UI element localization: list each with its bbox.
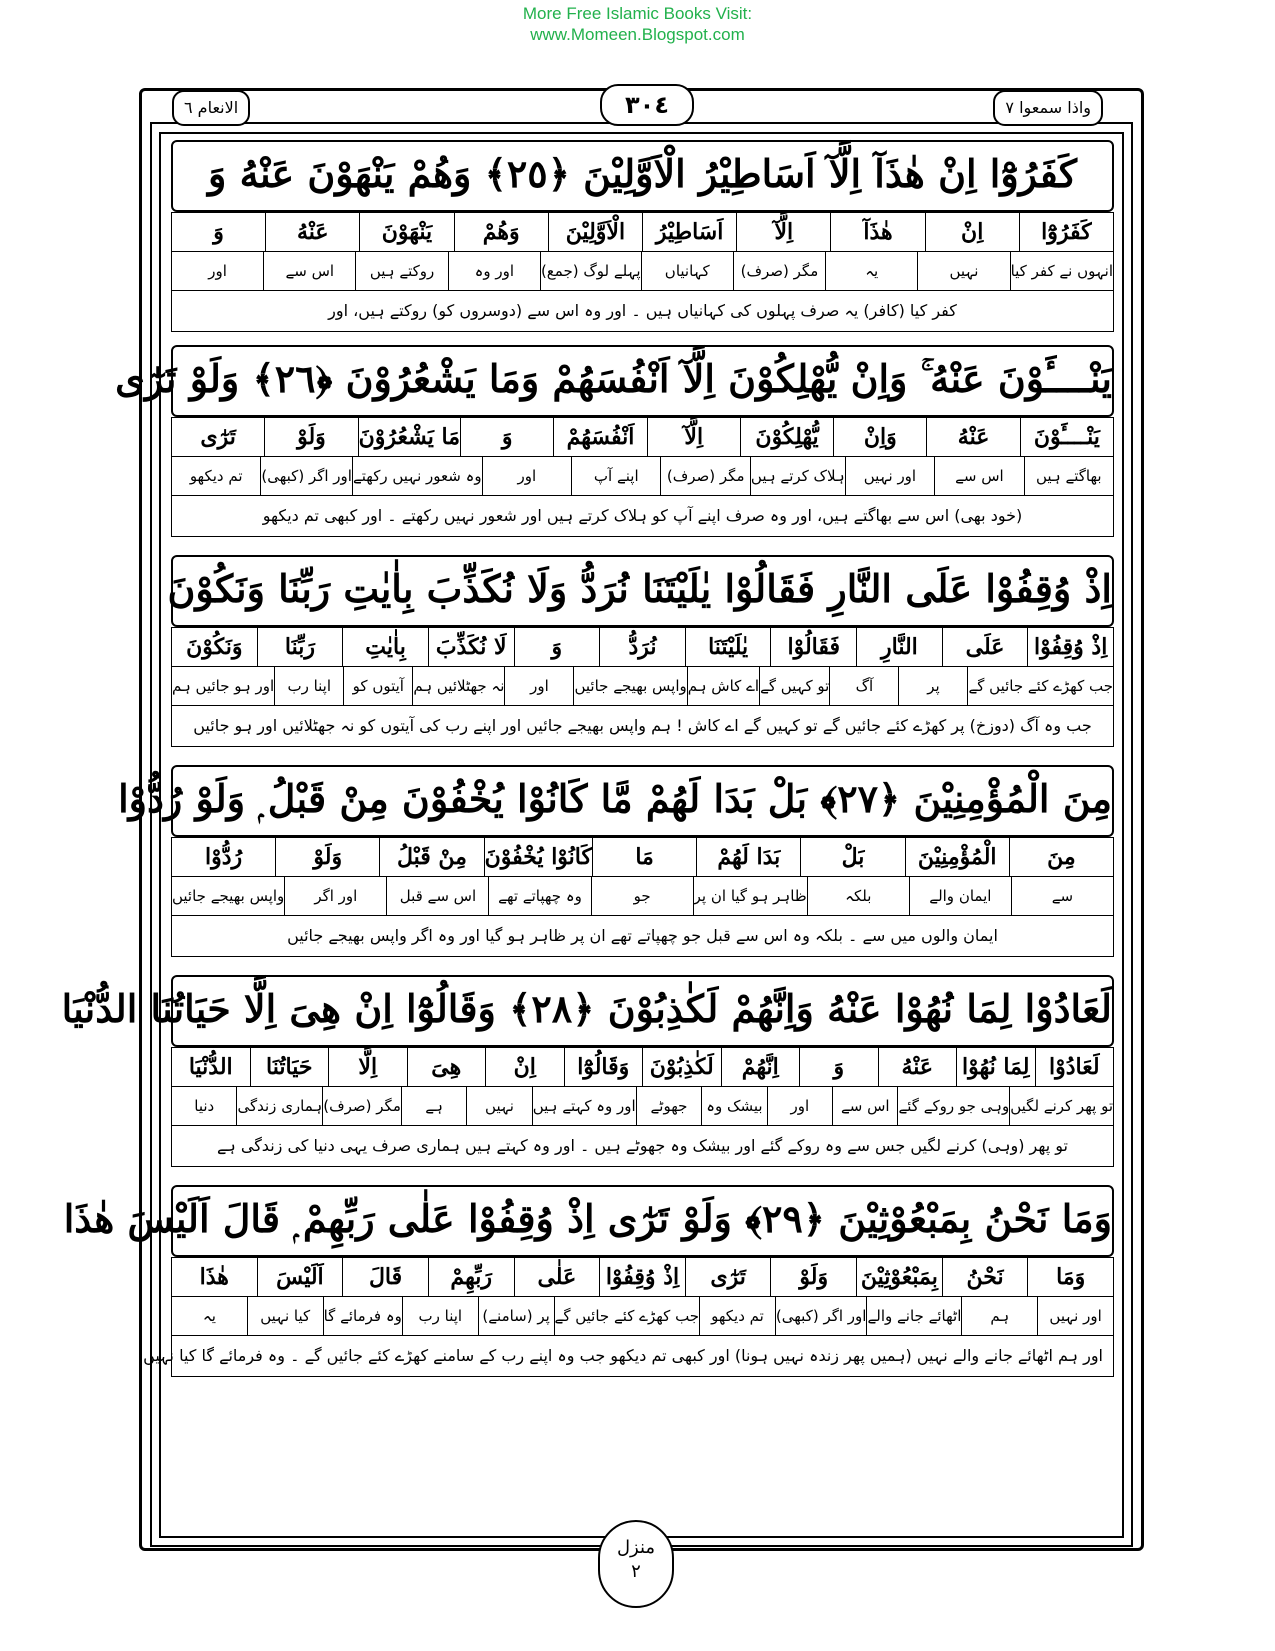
word-meaning: ہم [961,1297,1037,1335]
word-meaning: سے [1011,877,1113,915]
word-meaning: اور نہیں [845,457,934,495]
meaning-row [171,1297,1114,1336]
verse-block [167,555,1114,747]
arabic-word: اَسَاطِيْرُ [642,213,736,251]
arabic-word: بِاٰيٰتِ [342,628,428,666]
word-meaning: اس سے [934,457,1023,495]
arabic-word: عَلَى [942,628,1028,666]
arabic-word: كَانُوْا يُخْفُوْنَ [484,838,592,876]
arabic-word: نُرَدُّ [599,628,685,666]
arabic-word: عَلٰى [514,1258,600,1296]
arabic-word: وَ [514,628,600,666]
word-meaning: نہ جھٹلائیں ہم [412,667,504,705]
word-meaning: بھاگتے ہیں [1024,457,1113,495]
word-meaning: بلکہ [807,877,909,915]
arabic-word: وَ [799,1048,878,1086]
arabic-word: يُّهْلِكُوْنَ [740,418,833,456]
arabic-word: هٰذَآ [830,213,924,251]
word-meaning: پہلے لوگ (جمع) [540,252,641,290]
arabic-word: لَكٰذِبُوْنَ [642,1048,721,1086]
arabic-verse: وَمَا نَحْنُ بِمَبْعُوْثِيْنَ ﴿٢٩﴾ وَلَوْ تَرٰٓى اِذْ وُقِفُوْا عَلٰى رَبِّهِمْ ۭ قَالَ اَلَيْسَ هٰذَا [171,1185,1114,1257]
arabic-word: اِلَّآ [647,418,740,456]
arabic-word: وَ [213,219,224,245]
word-meaning: تو کہیں گے [759,667,829,705]
word-meaning: نہیں [466,1087,531,1125]
arabic-word: هٰذَا [199,1264,229,1290]
manzil-number: ٢ [631,1561,641,1582]
word-meaning: آگ [829,667,898,705]
word-meaning: اور [482,457,571,495]
arabic-word: اِنْ [485,1048,564,1086]
word-meaning: ہے [401,1087,466,1125]
arabic-word: اِنْ [925,213,1019,251]
urdu-translation: ایمان والوں میں سے ۔ بلکہ وہ اس سے قبل جو چھپاتے تھے ان پر ظاہر ہو گیا اور وہ اگر واپس بھیجے جائیں [171,916,1114,957]
arabic-word: وَاِنْ [833,418,926,456]
urdu-translation: تو پھر (وہی) کرنے لگیں جس سے وہ روکے گئے اور بیشک وہ جھوٹے ہیں ۔ اور وہ کہتے ہیں ہماری صرف یہی دنیا کی زندگی ہے [171,1126,1114,1167]
word-meaning: تو پھر کرنے لگیں [1009,1087,1113,1125]
word-row [171,837,1114,877]
word-meaning: بیشک وہ [701,1087,766,1125]
arabic-word: اِذْ وُقِفُوْا [1027,628,1113,666]
arabic-verse: مِنَ الْمُؤْمِنِيْنَ ﴿٢٧﴾ بَلْ بَدَا لَهُمْ مَّا كَانُوْا يُخْفُوْنَ مِنْ قَبْلُ ۭ وَلَوْ رُدُّوْا [171,765,1114,837]
meaning-row [171,252,1114,291]
surah-name-label: الانعام ٦ [172,90,250,126]
word-meaning: اور ہو جائیں ہم [171,677,275,695]
promo-link[interactable]: www.Momeen.Blogspot.com [530,25,745,44]
para-name-label: واذا سمعوا ٧ [993,90,1103,126]
arabic-verse: يَنْــــَٔوْنَ عَنْهُ ۚ وَاِنْ يُّهْلِكُوْنَ اِلَّآ اَنْفُسَهُمْ وَمَا يَشْعُرُوْنَ ﴿٢٦﴾ وَلَوْ تَرٰٓى [171,345,1114,417]
arabic-word: مَا يَشْعُرُوْنَ [358,418,460,456]
arabic-word: الْاَوَّلِيْنَ [548,213,642,251]
word-meaning: اس سے قبل [386,877,488,915]
meaning-row [171,1087,1114,1126]
arabic-word: يَنْــــَٔوْنَ [1020,418,1113,456]
arabic-word: رَبِّنَا [257,628,343,666]
word-meaning: اپنے آپ [571,457,660,495]
arabic-word: عَنْهُ [878,1048,957,1086]
word-row [171,212,1114,252]
word-meaning: یہ [202,1307,216,1325]
arabic-word: حَيَاتُنَا [250,1048,329,1086]
word-meaning: کیا نہیں [247,1297,323,1335]
promo-line-1: More Free Islamic Books Visit: [522,4,753,23]
word-meaning: وہ شعور نہیں رکھتے [352,457,482,495]
word-meaning: واپس بھیجے جائیں [171,887,285,905]
arabic-word: الْمُؤْمِنِيْنَ [905,838,1009,876]
word-meaning: روکتے ہیں [355,252,447,290]
word-meaning: وہی جو روکے گئے [897,1087,1009,1125]
word-row [171,1047,1114,1087]
verse-block [61,975,1114,1167]
word-meaning: اور اگر [284,877,386,915]
word-meaning: دنیا [194,1097,215,1115]
arabic-word: لَعَادُوْا [1035,1048,1114,1086]
word-meaning: تم دیکھو [699,1297,775,1335]
word-meaning: آیتوں کو [343,667,412,705]
arabic-word: لِمَا نُهُوْا [956,1048,1035,1086]
arabic-word: نَحْنُ [942,1258,1028,1296]
urdu-translation: جب وہ آگ (دوزخ) پر کھڑے کئے جائیں گے تو کہیں گے اے کاش ! ہم واپس بھیجے جائیں اور اپنے رب کی آیتوں کو نہ جھٹلائیں اور ہو جائیں [171,706,1114,747]
verse-block [118,765,1114,957]
word-meaning: اور [504,667,573,705]
arabic-word: تَرٰٓى [685,1258,771,1296]
word-meaning: اور اگر (کبھی) [260,457,352,495]
arabic-word: اِذْ وُقِفُوْا [599,1258,685,1296]
word-row [171,1257,1114,1297]
word-meaning: جو [591,877,693,915]
arabic-verse: اِذْ وُقِفُوْا عَلَى النَّارِ فَقَالُوْا يٰلَيْتَنَا نُرَدُّ وَلَا نُكَذِّبَ بِاٰيٰتِ رَبِّنَا وَنَكُوْنَ [171,555,1114,627]
word-meaning: اور اگر (کبھی) [775,1297,867,1335]
word-meaning: ظاہر ہو گیا ان پر [693,877,807,915]
manzil-badge [598,1520,674,1608]
word-meaning: اے کاش ہم [687,667,759,705]
word-meaning: جب کھڑے کئے جائیں گے [967,667,1113,705]
word-meaning: اس سے [263,252,355,290]
verse-block [171,140,1114,332]
arabic-word: كَفَرُوْٓا [1019,213,1113,251]
word-meaning: اپنا رب [274,667,343,705]
word-meaning: اس سے [832,1087,897,1125]
arabic-word: قَالَ [342,1258,428,1296]
word-meaning: اور [208,262,227,280]
arabic-word: هِىَ [407,1048,486,1086]
arabic-word: وَلَوْ [770,1258,856,1296]
word-meaning: وہ چھپاتے تھے [488,877,590,915]
word-meaning: تم دیکھو [189,467,243,485]
meaning-row [171,877,1114,916]
word-meaning: ہماری زندگی [236,1087,322,1125]
arabic-word: رَبِّهِمْ [428,1258,514,1296]
word-meaning: کہانیاں [641,252,733,290]
meaning-row [171,457,1114,496]
word-meaning: ایمان والے [909,877,1011,915]
arabic-word: يٰلَيْتَنَا [685,628,771,666]
arabic-word: الدُّنْيَا [188,1054,233,1080]
arabic-word: اِنَّهُمْ [721,1048,800,1086]
word-meaning: مگر (صرف) [660,457,749,495]
arabic-word: وَمَا [1027,1258,1113,1296]
urdu-translation: (خود بھی) اس سے بھاگتے ہیں، اور وہ صرف اپنے آپ کو ہلاک کرتے ہیں اور شعور نہیں رکھتے ۔ اور کبھی تم دیکھو [171,496,1114,537]
word-row [171,417,1114,457]
arabic-word: فَقَالُوْا [770,628,856,666]
arabic-word: مِنَ [1009,838,1113,876]
word-meaning: واپس بھیجے جائیں [573,667,686,705]
word-meaning: مگر (صرف) [733,252,825,290]
arabic-word: رُدُّوْا [204,844,243,870]
arabic-word: يَنْهَوْنَ [359,213,453,251]
arabic-word: مِنْ قَبْلُ [379,838,483,876]
arabic-word: اِلَّآ [736,213,830,251]
word-row [171,627,1114,667]
word-meaning: پر [898,667,967,705]
arabic-word: تَرٰٓى [200,424,236,450]
arabic-word: وَلَوْ [264,418,357,456]
arabic-word: وَلَوْ [275,838,379,876]
arabic-word: بِمَبْعُوْثِيْنَ [856,1258,942,1296]
arabic-word: مَا [592,838,696,876]
word-meaning: اور نہیں [1037,1297,1113,1335]
arabic-word: اِلَّا [328,1048,407,1086]
manzil-label: منزل [616,1537,656,1558]
verse-block [63,1185,1114,1377]
arabic-word: اَلَيْسَ [257,1258,343,1296]
arabic-verse: كَفَرُوْٓا اِنْ هٰذَآ اِلَّآ اَسَاطِيْرُ الْاَوَّلِيْنَ ﴿٢٥﴾ وَهُمْ يَنْهَوْنَ عَنْهُ وَ [171,140,1114,212]
meaning-row [171,667,1114,706]
word-meaning: وہ فرمائے گا [323,1297,402,1335]
arabic-word: وَهُمْ [454,213,548,251]
urdu-translation: اور ہم اٹھائے جانے والے نہیں (ہمیں پھر زندہ نہیں ہونا) اور کبھی تم دیکھو جب وہ اپنے رب کے سامنے کھڑے کئے جائیں گے ۔ وہ فرمائے گا کیا نہیں [171,1336,1114,1377]
arabic-word: النَّارِ [856,628,942,666]
word-meaning: جھوٹے [636,1087,701,1125]
word-meaning: نہیں [917,252,1009,290]
word-meaning: اٹھائے جانے والے [866,1297,961,1335]
arabic-word: بَدَا لَهُمْ [696,838,800,876]
arabic-word: اَنْفُسَهُمْ [553,418,646,456]
word-meaning: مگر (صرف) [322,1087,401,1125]
page-number: ٣٠٤ [600,84,694,126]
arabic-word: عَنْهُ [926,418,1019,456]
word-meaning: یہ [825,252,917,290]
word-meaning: جب کھڑے کئے جائیں گے [554,1297,700,1335]
word-meaning: اور وہ کہتے ہیں [532,1087,636,1125]
word-meaning: اور وہ [448,252,540,290]
word-meaning: پر (سامنے) [478,1297,554,1335]
word-meaning: اپنا رب [402,1297,478,1335]
arabic-word: بَلْ [800,838,904,876]
arabic-word: وَ [460,418,553,456]
arabic-word: لَا نُكَذِّبَ [428,628,514,666]
urdu-translation: کفر کیا (کافر) یہ صرف پہلوں کی کہانیاں ہیں ۔ اور وہ اس سے (دوسروں کو) روکتے ہیں، اور [171,291,1114,332]
arabic-word: وَنَكُوْنَ [186,634,243,660]
word-meaning: اور [767,1087,832,1125]
word-meaning: انہوں نے کفر کیا [1010,252,1113,290]
verse-block [115,345,1114,537]
arabic-word: وَقَالُوْٓا [564,1048,643,1086]
arabic-verse: لَعَادُوْا لِمَا نُهُوْا عَنْهُ وَاِنَّهُمْ لَكٰذِبُوْنَ ﴿٢٨﴾ وَقَالُوْٓا اِنْ هِىَ اِلَّا حَيَاتُنَا الدُّنْيَا [171,975,1114,1047]
arabic-word: عَنْهُ [265,213,359,251]
word-meaning: ہلاک کرتے ہیں [750,457,845,495]
